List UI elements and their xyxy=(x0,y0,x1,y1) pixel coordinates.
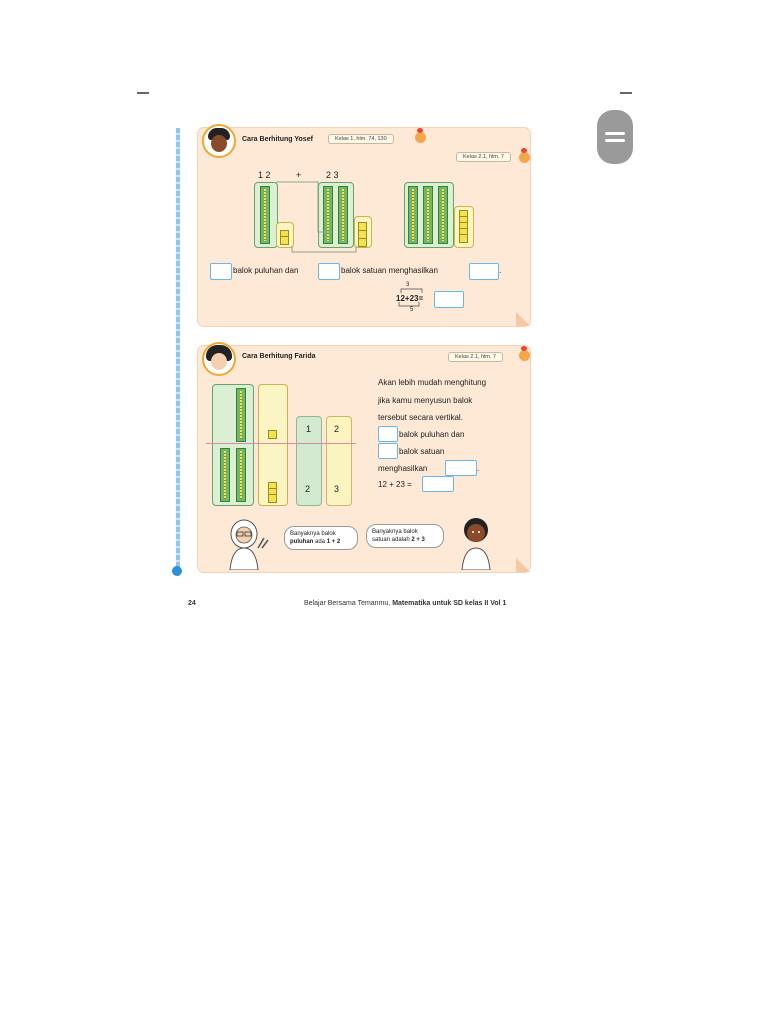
instruction-line: Akan lebih mudah menghitung xyxy=(378,378,487,387)
top-right-dash xyxy=(620,92,632,94)
equation: 12 + 23 = xyxy=(378,480,412,489)
page-number: 24 xyxy=(188,600,196,607)
bird-icon xyxy=(516,148,532,164)
menu-icon xyxy=(605,132,625,135)
answer-box-tens[interactable] xyxy=(378,426,398,442)
bubble-bold: puluhan xyxy=(290,539,314,545)
tens-block xyxy=(423,186,433,244)
number-12: 1 2 xyxy=(258,170,271,180)
bubble-text: Banyaknya balok xyxy=(372,529,418,535)
avatar-yosef-icon xyxy=(202,124,236,158)
instruction-line: balok puluhan dan xyxy=(399,430,465,439)
instruction-line: jika kamu menyusun balok xyxy=(378,396,473,405)
tens-block xyxy=(236,388,246,442)
panel-title: Cara Berhitung Yosef xyxy=(242,136,313,143)
spine-end-icon xyxy=(172,566,182,576)
speech-bubble-left xyxy=(284,526,358,550)
tens-column-box xyxy=(212,384,254,506)
bubble-text: satuan adalah xyxy=(372,537,412,543)
digit: 1 xyxy=(306,424,312,434)
girl-character-icon xyxy=(226,518,272,570)
answer-box-units[interactable] xyxy=(378,443,398,459)
digit: 3 xyxy=(334,484,340,494)
answer-box-sum[interactable] xyxy=(434,291,464,308)
sentence-end: . xyxy=(477,464,480,473)
answer-box-result[interactable] xyxy=(469,263,502,280)
bubble-text: ada xyxy=(313,539,327,545)
unit-block xyxy=(268,430,277,439)
plus-sign: + xyxy=(296,170,302,180)
grouping-line xyxy=(260,180,380,260)
tens-block xyxy=(236,448,246,502)
instruction-line: balok satuan xyxy=(399,447,445,456)
tens-block xyxy=(408,186,418,244)
unit-block xyxy=(268,494,277,503)
menu-icon xyxy=(605,139,625,142)
menu-button[interactable] xyxy=(597,110,633,164)
bird-icon xyxy=(412,128,428,144)
instruction-line: menghasilkan xyxy=(378,464,428,473)
number-23: 2 3 xyxy=(326,170,339,180)
top-left-dash xyxy=(137,92,149,94)
book-title xyxy=(304,600,506,607)
book-title-prefix: Belajar Bersama Temanmu, xyxy=(304,600,393,607)
bubble-bold: 1 + 2 xyxy=(326,539,341,545)
digit: 2 xyxy=(334,424,340,434)
answer-box-tens[interactable] xyxy=(210,263,232,280)
page-spine xyxy=(176,128,180,576)
speech-bubble-right xyxy=(366,524,444,548)
answer-box-units[interactable] xyxy=(318,263,340,280)
sentence-text: balok puluhan dan xyxy=(233,266,299,275)
bottom-sum: 5 xyxy=(410,307,414,313)
tens-block xyxy=(438,186,448,244)
tens-block xyxy=(220,448,230,502)
answer-box-result[interactable] xyxy=(445,460,480,476)
reference-label: Kelas 2.1, hlm. 7 xyxy=(448,352,503,362)
book-title-bold: Matematika untuk SD kelas II Vol 1 xyxy=(392,600,507,607)
answer-box-sum[interactable] xyxy=(422,476,454,492)
sentence-end: . xyxy=(499,266,502,275)
bubble-bold: 2 + 3 xyxy=(411,537,425,543)
bird-icon xyxy=(516,346,532,362)
top-sum: 3 xyxy=(406,282,410,288)
avatar-farida-icon xyxy=(202,342,236,376)
page-fold xyxy=(516,312,530,326)
reference-label: Kelas 1, hlm. 74, 130 xyxy=(328,134,394,144)
digit: 2 xyxy=(305,484,311,494)
page-fold xyxy=(516,558,530,572)
equation: 12+23= xyxy=(396,294,424,303)
divider-line xyxy=(206,443,356,444)
boy-character-icon xyxy=(456,516,496,570)
panel-title: Cara Berhitung Farida xyxy=(242,353,316,360)
instruction-line: tersebut secara vertikal. xyxy=(378,413,463,422)
sentence-text: balok satuan menghasilkan xyxy=(341,266,438,275)
bubble-text: Banyaknya balok xyxy=(290,531,336,537)
reference-label: Kelas 2.1, hlm. 7 xyxy=(456,152,511,162)
unit-block xyxy=(459,234,468,243)
